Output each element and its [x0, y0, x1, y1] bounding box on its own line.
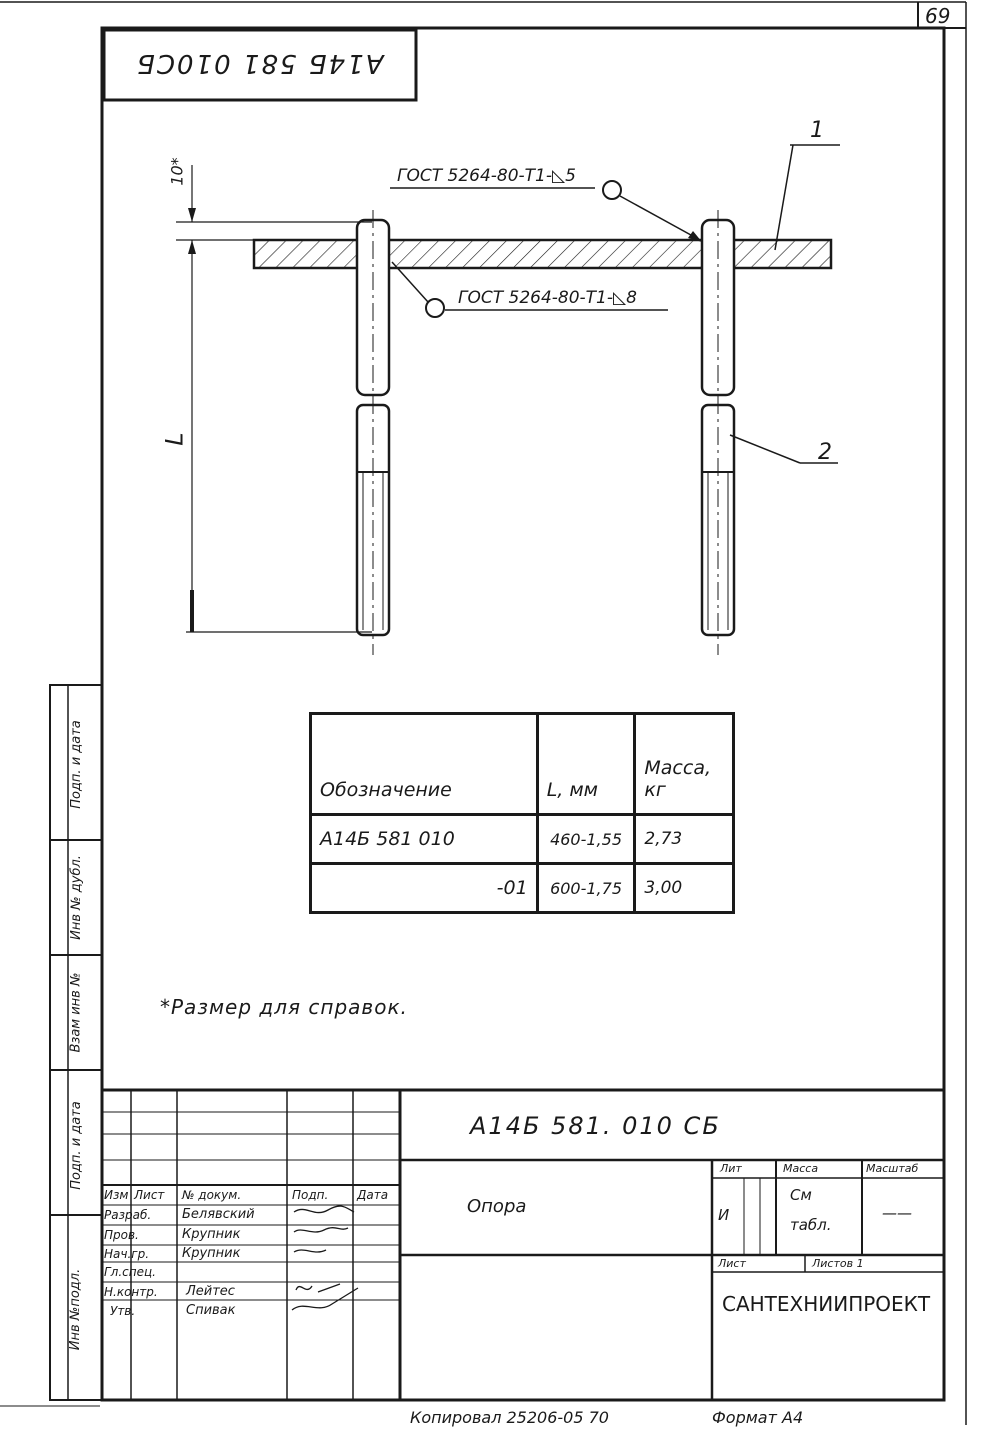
- part-callouts: [730, 145, 840, 463]
- organization-name: САНТЕХНИИПРОЕКТ: [722, 1292, 931, 1316]
- col-sign: Подп.: [292, 1188, 329, 1202]
- role-label: Утв.: [110, 1304, 136, 1318]
- rod-right-part-2: [702, 210, 734, 655]
- plate-part-1: [254, 240, 831, 268]
- spec-cell: 2,73: [635, 815, 734, 864]
- signer-name: Крупник: [182, 1246, 241, 1261]
- sheet-number: 69: [925, 4, 951, 28]
- mass-value-1: См: [790, 1186, 812, 1204]
- signature-scribbles: [288, 1200, 368, 1325]
- spec-header-length: L, мм: [537, 714, 635, 815]
- spec-header-designation: Обозначение: [311, 714, 538, 815]
- spec-table: [309, 712, 735, 914]
- signer-name: Белявский: [182, 1207, 255, 1222]
- signer-name: Лейтес: [186, 1284, 235, 1299]
- role-label: Нач.гр.: [104, 1247, 150, 1261]
- spec-cell: 3,00: [635, 864, 734, 913]
- role-label: Н.контр.: [104, 1285, 158, 1299]
- lit-label: Лит: [720, 1162, 742, 1175]
- col-date: Дата: [357, 1188, 389, 1202]
- col-doc: № докум.: [182, 1188, 242, 1202]
- spec-header-mass: Масса, кг: [635, 714, 734, 815]
- mass-value-2: табл.: [790, 1216, 832, 1234]
- role-label: Разраб.: [104, 1208, 152, 1222]
- role-label: Гл.спец.: [104, 1265, 156, 1279]
- side-label: Подп. и дата: [68, 1101, 84, 1190]
- lit-value: И: [718, 1206, 730, 1224]
- title-block-code: А14Б 581. 010 СБ: [470, 1112, 721, 1140]
- side-label: Инв №подл.: [68, 1268, 84, 1350]
- col-list: Лист: [134, 1188, 165, 1202]
- part-callout-2: 2: [818, 440, 832, 465]
- table-row: [311, 864, 734, 913]
- signer-name: Крупник: [182, 1227, 241, 1242]
- scale-value: ——: [882, 1204, 912, 1222]
- title-block-title: Опора: [467, 1196, 527, 1217]
- mass-label: Масса: [783, 1162, 819, 1175]
- dimension-length-label: L: [160, 432, 189, 446]
- side-label: Инв № дубл.: [68, 855, 84, 940]
- spec-cell: -01: [311, 864, 538, 913]
- weld-callout-upper: ГОСТ 5264-80-Т1-◺5: [397, 166, 576, 186]
- spec-cell: 600-1,75: [537, 864, 635, 913]
- role-label: Пров.: [104, 1228, 139, 1242]
- left-strip-labels: [50, 688, 102, 1400]
- side-label: Подп. и дата: [68, 719, 84, 809]
- scale-label: Масштаб: [866, 1162, 919, 1175]
- rod-left-part-2: [357, 210, 389, 655]
- spec-table-header: [311, 714, 734, 815]
- paper-format: Формат А4: [712, 1408, 804, 1427]
- spec-cell: 460-1,55: [537, 815, 635, 864]
- dimension-lines: [176, 165, 372, 632]
- spec-cell: А14Б 581 010: [311, 815, 538, 864]
- part-callout-1: 1: [810, 118, 824, 143]
- footnote: *Размер для справок.: [160, 995, 408, 1019]
- signer-name: Спивак: [186, 1303, 236, 1318]
- dimension-ref-label: 10*: [167, 157, 187, 186]
- sheets-label: Листов 1: [812, 1257, 864, 1270]
- top-document-code: А14Б 581 010СБ: [135, 48, 384, 78]
- table-row: [311, 815, 734, 864]
- side-label: Взам инв №: [68, 972, 84, 1053]
- col-izm: Изм: [104, 1188, 129, 1202]
- sheet-label: Лист: [718, 1257, 746, 1270]
- copied-by: Копировал 25206-05 70: [410, 1408, 609, 1427]
- weld-callout-lower: ГОСТ 5264-80-Т1-◺8: [458, 288, 637, 308]
